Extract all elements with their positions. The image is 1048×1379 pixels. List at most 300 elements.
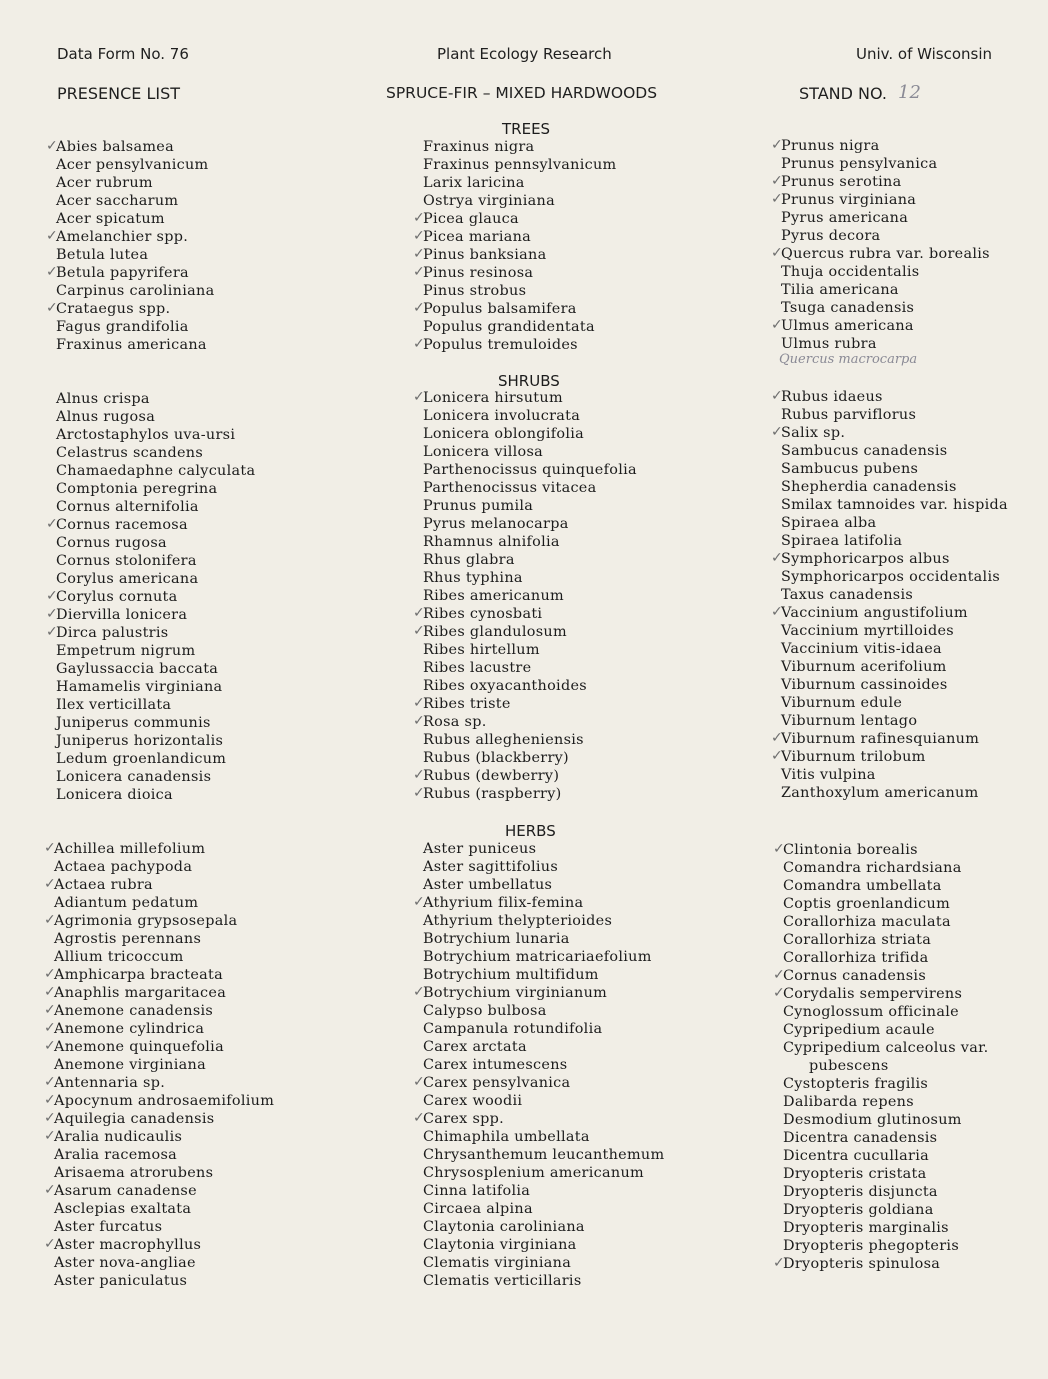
shrubs-column-2 xyxy=(413,389,637,803)
species-name: Dryopteris phegopteris xyxy=(783,1238,960,1254)
check-mark-icon: ✓ xyxy=(773,1255,786,1271)
species-item xyxy=(44,1110,274,1128)
check-mark-icon: ✓ xyxy=(773,967,786,983)
species-item xyxy=(413,785,637,803)
check-mark-icon: ✓ xyxy=(44,1128,57,1144)
form-number: Data Form No. 76 xyxy=(57,45,189,63)
shrubs-column-3 xyxy=(771,388,1008,802)
check-mark-icon: ✓ xyxy=(44,1074,57,1090)
trees-column-1 xyxy=(46,138,215,354)
species-item xyxy=(423,1218,664,1236)
species-name: Tilia americana xyxy=(781,282,899,298)
check-mark-icon: ✓ xyxy=(44,876,57,892)
check-mark-icon: ✓ xyxy=(771,317,784,333)
species-name: Aralia nudicaulis xyxy=(54,1129,183,1145)
species-name: Prunus virginiana xyxy=(781,192,917,208)
check-mark-icon: ✓ xyxy=(413,264,426,280)
species-item xyxy=(56,426,255,444)
species-item xyxy=(783,1057,989,1075)
species-item xyxy=(413,605,637,623)
species-name: Tsuga canadensis xyxy=(781,300,915,316)
trees-column-2 xyxy=(413,138,617,354)
species-name: Dryopteris marginalis xyxy=(783,1220,949,1236)
species-item xyxy=(54,1146,274,1164)
species-name: Chamaedaphne calyculata xyxy=(56,463,256,479)
species-name: Asclepias exaltata xyxy=(54,1201,192,1217)
trees-column-3 xyxy=(771,137,990,353)
species-name: Botrychium lunaria xyxy=(423,931,570,947)
species-item xyxy=(783,1129,989,1147)
species-item xyxy=(783,931,989,949)
species-name: Aralia racemosa xyxy=(54,1147,178,1163)
species-item xyxy=(413,894,664,912)
species-name: Pyrus decora xyxy=(781,228,881,244)
check-mark-icon: ✓ xyxy=(46,228,59,244)
check-mark-icon: ✓ xyxy=(771,550,784,566)
species-name: Cornus alternifolia xyxy=(56,499,199,515)
species-name: Zanthoxylum americanum xyxy=(781,785,979,801)
herbs-column-3 xyxy=(773,841,989,1273)
species-item xyxy=(44,1020,274,1038)
species-name: Cypripedium calceolus var. xyxy=(783,1040,989,1056)
species-name: Campanula rotundifolia xyxy=(423,1021,603,1037)
species-item xyxy=(56,678,255,696)
species-name: Dirca palustris xyxy=(56,625,169,641)
species-item xyxy=(771,317,990,335)
species-item xyxy=(771,748,1008,766)
species-item xyxy=(54,1254,274,1272)
check-mark-icon: ✓ xyxy=(771,424,784,440)
species-name: Clematis verticillaris xyxy=(423,1273,582,1289)
species-name: Corylus americana xyxy=(56,571,199,587)
species-name: Gaylussaccia baccata xyxy=(56,661,219,677)
species-item xyxy=(783,877,989,895)
species-item xyxy=(56,786,255,804)
species-item xyxy=(54,1056,274,1074)
species-item xyxy=(423,425,637,443)
species-name: Apocynum androsaemifolium xyxy=(54,1093,275,1109)
species-item xyxy=(423,876,664,894)
species-name: Aster furcatus xyxy=(54,1219,163,1235)
species-item xyxy=(423,1200,664,1218)
species-item xyxy=(771,173,990,191)
species-name: Vaccinium angustifolium xyxy=(781,605,968,621)
species-item xyxy=(423,677,637,695)
check-mark-icon: ✓ xyxy=(413,984,426,1000)
species-name: Ribes lacustre xyxy=(423,660,532,676)
species-name: Parthenocissus quinquefolia xyxy=(423,462,637,478)
species-item xyxy=(423,282,617,300)
species-item xyxy=(413,1074,664,1092)
species-item xyxy=(56,552,255,570)
species-name: Arisaema atrorubens xyxy=(54,1165,214,1181)
species-item xyxy=(423,731,637,749)
species-item xyxy=(781,335,990,353)
species-item xyxy=(783,913,989,931)
species-name: Amphicarpa bracteata xyxy=(54,967,223,983)
species-name: Fraxinus americana xyxy=(56,337,207,353)
species-name: Carex woodii xyxy=(423,1093,523,1109)
species-name: Taxus canadensis xyxy=(781,587,914,603)
species-item xyxy=(781,568,1008,586)
species-item xyxy=(413,1110,664,1128)
species-item xyxy=(771,137,990,155)
species-item xyxy=(423,966,664,984)
species-name: Lonicera canadensis xyxy=(56,769,212,785)
species-name: Thuja occidentalis xyxy=(781,264,920,280)
species-name: Vaccinium myrtilloides xyxy=(781,623,954,639)
check-mark-icon: ✓ xyxy=(413,246,426,262)
species-name: Ulmus americana xyxy=(781,318,914,334)
species-name: Ribes hirtellum xyxy=(423,642,540,658)
species-name: Anemone canadensis xyxy=(54,1003,214,1019)
species-item xyxy=(46,606,255,624)
species-item xyxy=(773,967,989,985)
species-item xyxy=(44,840,274,858)
species-item xyxy=(56,642,255,660)
species-item xyxy=(783,1003,989,1021)
species-item xyxy=(423,1164,664,1182)
species-name: Aster nova-angliae xyxy=(54,1255,196,1271)
species-name: Carex spp. xyxy=(423,1111,505,1127)
species-item xyxy=(44,1128,274,1146)
species-name: Aster paniculatus xyxy=(54,1273,188,1289)
section-title-herbs: HERBS xyxy=(505,822,556,840)
species-name: Pyrus melanocarpa xyxy=(423,516,569,532)
species-item xyxy=(423,497,637,515)
species-name: Rubus (blackberry) xyxy=(423,750,569,766)
species-name: Amelanchier spp. xyxy=(56,229,189,245)
species-name: Aster macrophyllus xyxy=(54,1237,202,1253)
species-name: Pinus strobus xyxy=(423,283,527,299)
species-name: Ribes triste xyxy=(423,696,511,712)
species-item xyxy=(413,300,617,318)
species-name: Coptis groenlandicum xyxy=(783,896,951,912)
species-item xyxy=(56,768,255,786)
check-mark-icon: ✓ xyxy=(413,1074,426,1090)
species-name: Aster puniceus xyxy=(423,841,537,857)
species-name: Viburnum lentago xyxy=(781,713,918,729)
species-name: Shepherdia canadensis xyxy=(781,479,957,495)
species-name: Aster umbellatus xyxy=(423,877,553,893)
species-name: Actaea pachypoda xyxy=(54,859,193,875)
check-mark-icon: ✓ xyxy=(44,912,57,928)
check-mark-icon: ✓ xyxy=(771,388,784,404)
species-name: Agrostis perennans xyxy=(54,931,202,947)
species-name: Carex pensylvanica xyxy=(423,1075,571,1091)
species-item xyxy=(54,930,274,948)
species-name: Achillea millefolium xyxy=(54,841,206,857)
species-name: Rubus allegheniensis xyxy=(423,732,584,748)
species-name: Clematis virginiana xyxy=(423,1255,572,1271)
check-mark-icon: ✓ xyxy=(413,623,426,639)
species-item xyxy=(783,1021,989,1039)
species-item xyxy=(423,1038,664,1056)
species-item xyxy=(781,227,990,245)
check-mark-icon: ✓ xyxy=(771,137,784,153)
species-name: Symphoricarpos albus xyxy=(781,551,950,567)
species-item xyxy=(783,1219,989,1237)
species-item xyxy=(783,1237,989,1255)
species-item xyxy=(56,210,214,228)
species-item xyxy=(423,1002,664,1020)
species-name: Acer rubrum xyxy=(56,175,153,191)
check-mark-icon: ✓ xyxy=(46,624,59,640)
species-item xyxy=(56,462,255,480)
species-name: Ulmus rubra xyxy=(781,336,877,352)
species-item xyxy=(56,498,255,516)
species-name: Botrychium virginianum xyxy=(423,985,608,1001)
species-name: Asarum canadense xyxy=(54,1183,197,1199)
species-name: Corylus cornuta xyxy=(56,589,178,605)
species-item xyxy=(46,624,255,642)
species-item xyxy=(44,1074,274,1092)
species-item xyxy=(781,496,1008,514)
species-item xyxy=(56,480,255,498)
species-item xyxy=(783,895,989,913)
species-name: Empetrum nigrum xyxy=(56,643,196,659)
species-item xyxy=(423,749,637,767)
species-name: Comandra richardsiana xyxy=(783,860,962,876)
species-item xyxy=(46,300,214,318)
species-item xyxy=(771,388,1008,406)
species-name: Ribes americanum xyxy=(423,588,564,604)
species-name: Cynoglossum officinale xyxy=(783,1004,959,1020)
check-mark-icon: ✓ xyxy=(773,985,786,1001)
species-name: Picea glauca xyxy=(423,211,519,227)
species-item xyxy=(413,767,637,785)
species-item xyxy=(423,1056,664,1074)
species-name: Rubus idaeus xyxy=(781,389,883,405)
species-name: Populus grandidentata xyxy=(423,319,595,335)
species-item xyxy=(413,336,617,354)
species-item xyxy=(423,174,617,192)
species-name: Cystopteris fragilis xyxy=(783,1076,929,1092)
species-name: Corallorhiza striata xyxy=(783,932,932,948)
species-name: Diervilla lonicera xyxy=(56,607,188,623)
species-item xyxy=(44,1182,274,1200)
check-mark-icon: ✓ xyxy=(413,210,426,226)
species-item xyxy=(44,1038,274,1056)
check-mark-icon: ✓ xyxy=(413,389,426,405)
species-item xyxy=(423,318,617,336)
species-name: Viburnum trilobum xyxy=(781,749,926,765)
species-name: Fagus grandifolia xyxy=(56,319,189,335)
species-item xyxy=(54,1218,274,1236)
species-name: Spiraea latifolia xyxy=(781,533,903,549)
species-name: Adiantum pedatum xyxy=(54,895,199,911)
species-item xyxy=(781,640,1008,658)
species-name: Anemone virginiana xyxy=(54,1057,206,1073)
species-name: Arctostaphylos uva-ursi xyxy=(56,427,236,443)
species-name: Actaea rubra xyxy=(54,877,153,893)
species-name: Ribes oxyacanthoides xyxy=(423,678,587,694)
species-name: Rubus (dewberry) xyxy=(423,768,560,784)
species-name: Ribes glandulosum xyxy=(423,624,567,640)
species-item xyxy=(44,966,274,984)
species-name: Cornus racemosa xyxy=(56,517,188,533)
species-name: pubescens xyxy=(809,1058,889,1074)
species-item xyxy=(56,390,255,408)
species-item xyxy=(56,174,214,192)
species-name: Allium tricoccum xyxy=(54,949,184,965)
species-name: Agrimonia grypsosepala xyxy=(54,913,238,929)
species-item xyxy=(423,1092,664,1110)
species-name: Pinus banksiana xyxy=(423,247,547,263)
species-item xyxy=(46,228,214,246)
species-name: Prunus serotina xyxy=(781,174,902,190)
species-name: Rhus typhina xyxy=(423,570,523,586)
species-item xyxy=(783,1165,989,1183)
species-item xyxy=(56,156,214,174)
check-mark-icon: ✓ xyxy=(44,1110,57,1126)
check-mark-icon: ✓ xyxy=(413,336,426,352)
species-name: Rhamnus alnifolia xyxy=(423,534,560,550)
species-item xyxy=(423,1182,664,1200)
species-name: Prunus pensylvanica xyxy=(781,156,938,172)
species-item xyxy=(423,443,637,461)
species-name: Rosa sp. xyxy=(423,714,487,730)
stand-label: STAND NO. xyxy=(799,84,888,103)
herbs-column-1 xyxy=(44,840,275,1290)
species-name: Dalibarda repens xyxy=(783,1094,914,1110)
species-item xyxy=(781,406,1008,424)
species-name: Salix sp. xyxy=(781,425,846,441)
species-name: Carpinus caroliniana xyxy=(56,283,215,299)
check-mark-icon: ✓ xyxy=(44,1002,57,1018)
species-name: Botrychium matricariaefolium xyxy=(423,949,652,965)
check-mark-icon: ✓ xyxy=(46,138,59,154)
species-name: Prunus pumila xyxy=(423,498,534,514)
species-name: Aquilegia canadensis xyxy=(54,1111,215,1127)
check-mark-icon: ✓ xyxy=(413,605,426,621)
species-item xyxy=(781,155,990,173)
species-name: Dryopteris goldiana xyxy=(783,1202,934,1218)
species-item xyxy=(413,984,664,1002)
species-name: Dryopteris cristata xyxy=(783,1166,927,1182)
check-mark-icon: ✓ xyxy=(413,1110,426,1126)
species-name: Ribes cynosbati xyxy=(423,606,543,622)
species-name: Chrysanthemum leucanthemum xyxy=(423,1147,665,1163)
check-mark-icon: ✓ xyxy=(771,730,784,746)
species-name: Comandra umbellata xyxy=(783,878,942,894)
species-name: Lonicera hirsutum xyxy=(423,390,563,406)
species-item xyxy=(423,407,637,425)
species-name: Vitis vulpina xyxy=(781,767,876,783)
species-name: Corydalis sempervirens xyxy=(783,986,963,1002)
species-name: Celastrus scandens xyxy=(56,445,204,461)
species-item xyxy=(781,442,1008,460)
check-mark-icon: ✓ xyxy=(413,713,426,729)
species-name: Circaea alpina xyxy=(423,1201,533,1217)
species-name: Rubus (raspberry) xyxy=(423,786,562,802)
species-name: Ledum groenlandicum xyxy=(56,751,227,767)
check-mark-icon: ✓ xyxy=(44,1182,57,1198)
species-item xyxy=(56,660,255,678)
species-item xyxy=(771,191,990,209)
species-item xyxy=(771,424,1008,442)
species-name: Claytonia caroliniana xyxy=(423,1219,585,1235)
list-title: PRESENCE LIST xyxy=(57,84,181,103)
species-name: Abies balsamea xyxy=(56,139,174,155)
species-item xyxy=(423,192,617,210)
species-item xyxy=(423,948,664,966)
species-item xyxy=(413,623,637,641)
check-mark-icon: ✓ xyxy=(44,1038,57,1054)
species-name: Antennaria sp. xyxy=(54,1075,166,1091)
species-name: Spiraea alba xyxy=(781,515,877,531)
species-item xyxy=(56,336,214,354)
species-item xyxy=(771,604,1008,622)
species-item xyxy=(423,1254,664,1272)
species-item xyxy=(423,461,637,479)
species-name: Juniperus communis xyxy=(56,715,211,731)
species-item xyxy=(423,138,617,156)
species-name: Alnus rugosa xyxy=(56,409,156,425)
species-item xyxy=(44,984,274,1002)
species-item xyxy=(54,1272,274,1290)
species-item xyxy=(773,841,989,859)
check-mark-icon: ✓ xyxy=(771,748,784,764)
check-mark-icon: ✓ xyxy=(46,588,59,604)
species-item xyxy=(771,550,1008,568)
species-name: Aster sagittifolius xyxy=(423,859,559,875)
species-item xyxy=(783,949,989,967)
species-name: Alnus crispa xyxy=(56,391,150,407)
check-mark-icon: ✓ xyxy=(773,841,786,857)
check-mark-icon: ✓ xyxy=(771,604,784,620)
organization: Plant Ecology Research xyxy=(437,45,612,63)
species-item xyxy=(423,641,637,659)
species-name: Populus tremuloides xyxy=(423,337,578,353)
species-item xyxy=(781,514,1008,532)
check-mark-icon: ✓ xyxy=(44,1020,57,1036)
species-name: Viburnum edule xyxy=(781,695,903,711)
species-item xyxy=(413,210,617,228)
species-name: Larix laricina xyxy=(423,175,525,191)
species-name: Juniperus horizontalis xyxy=(56,733,224,749)
species-item xyxy=(423,840,664,858)
species-item xyxy=(56,408,255,426)
species-item xyxy=(423,1146,664,1164)
species-item xyxy=(781,209,990,227)
species-name: Cornus rugosa xyxy=(56,535,167,551)
university: Univ. of Wisconsin xyxy=(856,45,993,63)
species-name: Chimaphila umbellata xyxy=(423,1129,590,1145)
species-item xyxy=(783,1039,989,1057)
species-name: Lonicera dioica xyxy=(56,787,173,803)
species-name: Lonicera involucrata xyxy=(423,408,581,424)
species-item xyxy=(781,281,990,299)
species-name: Pyrus americana xyxy=(781,210,909,226)
shrubs-column-1 xyxy=(46,390,256,804)
species-item xyxy=(771,245,990,263)
species-item xyxy=(413,264,617,282)
check-mark-icon: ✓ xyxy=(46,606,59,622)
species-item xyxy=(781,784,1008,802)
species-item xyxy=(413,695,637,713)
handwritten-tree-entry: Quercus macrocarpa xyxy=(779,352,918,367)
check-mark-icon: ✓ xyxy=(413,767,426,783)
species-item xyxy=(423,569,637,587)
species-name: Sambucus canadensis xyxy=(781,443,948,459)
species-name: Smilax tamnoides var. hispida xyxy=(781,497,1008,513)
species-item xyxy=(773,1255,989,1273)
species-name: Quercus rubra var. borealis xyxy=(781,246,990,262)
species-item xyxy=(46,264,214,282)
species-name: Cinna latifolia xyxy=(423,1183,531,1199)
species-name: Vaccinium vitis-idaea xyxy=(781,641,942,657)
